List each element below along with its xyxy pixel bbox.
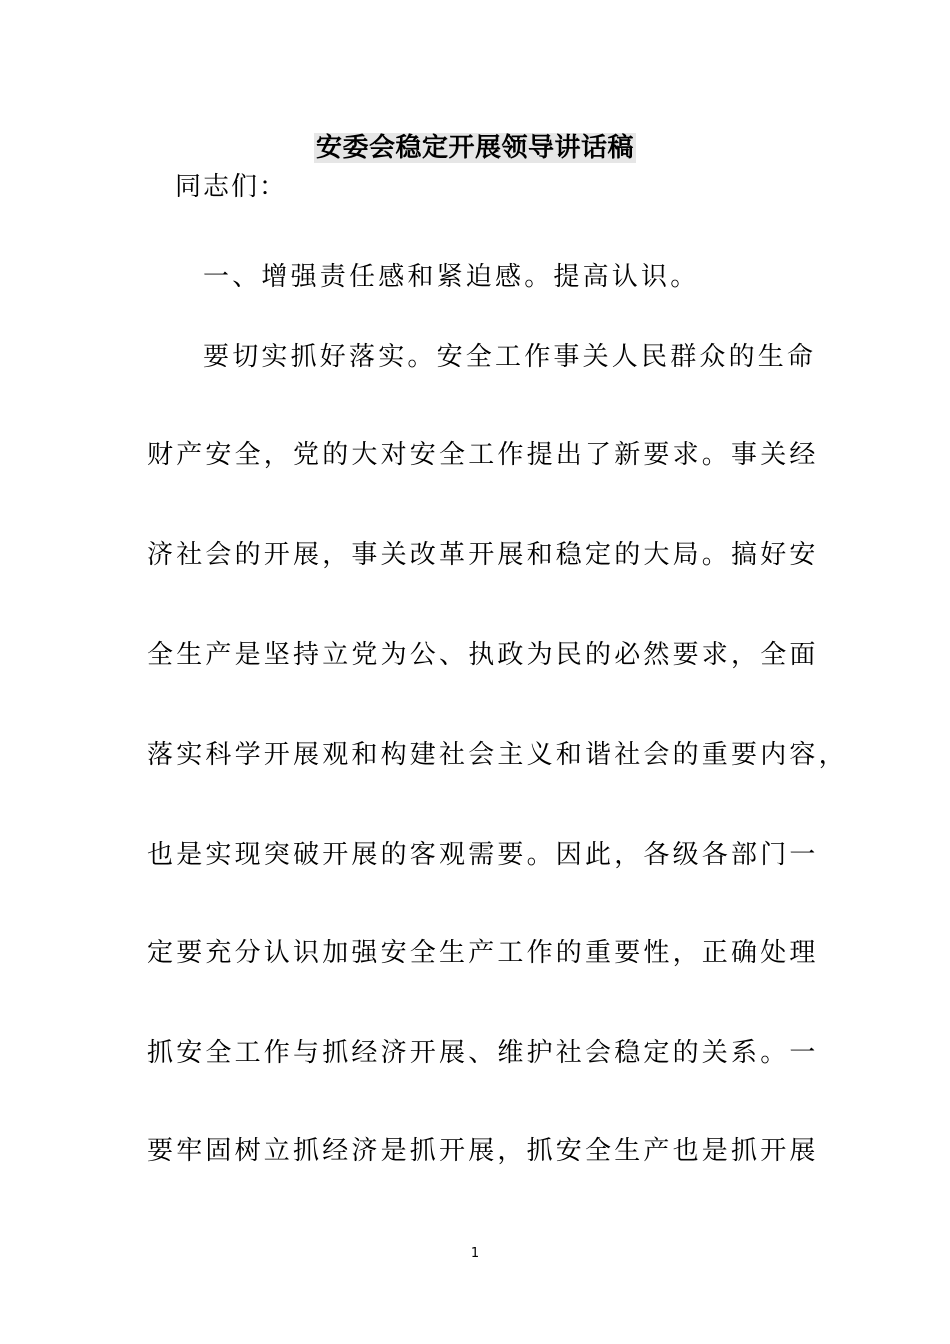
page-number: 1	[470, 1246, 480, 1261]
body-line-9: 要牢固树立抓经济是抓开展，抓安全生产也是抓开展	[147, 1136, 819, 1166]
salutation: 同志们：	[175, 172, 288, 202]
body-line-2: 财产安全，党的大对安全工作提出了新要求。事关经	[147, 440, 819, 470]
body-line-5: 落实科学开展观和构建社会主义和谐社会的重要内容，	[147, 740, 848, 770]
body-line-8: 抓安全工作与抓经济开展、维护社会稳定的关系。一	[147, 1038, 819, 1068]
body-line-3: 济社会的开展，事关改革开展和稳定的大局。搞好安	[147, 540, 819, 570]
body-line-7: 定要充分认识加强安全生产工作的重要性，正确处理	[147, 938, 819, 968]
body-line-1: 要切实抓好落实。安全工作事关人民群众的生命	[203, 342, 817, 372]
document-title: 安委会稳定开展领导讲话稿	[315, 133, 634, 163]
body-line-4: 全生产是坚持立党为公、执政为民的必然要求，全面	[147, 640, 819, 670]
document-title-block	[0, 128, 950, 168]
section-heading-1: 一、增强责任感和紧迫感。提高认识。	[203, 262, 700, 292]
body-line-6: 也是实现突破开展的客观需要。因此，各级各部门一	[147, 840, 819, 870]
